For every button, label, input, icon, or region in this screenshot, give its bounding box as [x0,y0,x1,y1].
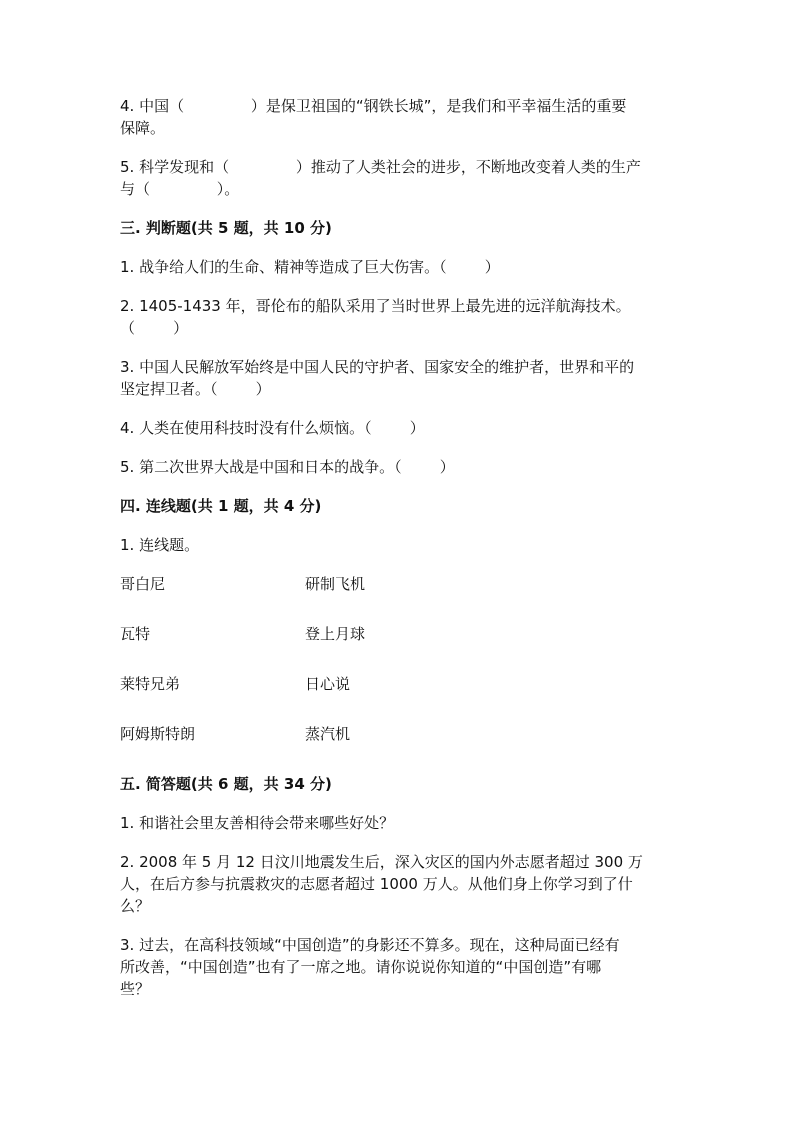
short-q3-line3: 些？ [120,980,151,998]
match-right-item: 日心说 [305,675,351,693]
fill-in-q4-line1: 4. 中国（ ）是保卫祖国的“钢铁长城”，是我们和平幸福生活的重要 [120,97,627,115]
section5-heading: 五. 简答题(共 6 题，共 34 分) [120,775,332,793]
judge-q4: 4. 人类在使用科技时没有什么烦恼。（ ） [120,419,425,437]
judge-q5: 5. 第二次世界大战是中国和日本的战争。（ ） [120,458,455,476]
short-q2-line2: 人，在后方参与抗震救灾的志愿者超过 1000 万人。从他们身上你学习到了什 [120,875,633,893]
short-q3-line1: 3. 过去，在高科技领域“中国创造”的身影还不算多。现在，这种局面已经有 [120,936,620,954]
match-left-item: 莱特兄弟 [120,675,181,693]
judge-q3-line1: 3. 中国人民解放军始终是中国人民的守护者、国家安全的维护者，世界和平的 [120,358,635,376]
section4-heading: 四. 连线题(共 1 题，共 4 分) [120,497,322,515]
judge-q3-line2: 坚定捍卫者。（ ） [120,380,271,398]
match-left-item: 瓦特 [120,625,151,643]
match-left-item: 阿姆斯特朗 [120,725,196,743]
match-q1: 1. 连线题。 [120,536,200,554]
fill-in-q4-line2: 保障。 [120,119,166,137]
short-q1: 1. 和谐社会里友善相待会带来哪些好处？ [120,814,395,832]
section3-heading: 三. 判断题(共 5 题，共 10 分) [120,219,332,237]
match-right-item: 研制飞机 [305,575,366,593]
short-q3-line2: 所改善，“中国创造”也有了一席之地。请你说说你知道的“中国创造”有哪 [120,958,602,976]
judge-q2-line1: 2. 1405-1433 年，哥伦布的船队采用了当时世界上最先进的远洋航海技术。 [120,297,631,315]
judge-q2-line2: （ ） [120,319,189,337]
match-left-item: 哥白尼 [120,575,166,593]
judge-q1: 1. 战争给人们的生命、精神等造成了巨大伤害。（ ） [120,258,500,276]
match-right-item: 登上月球 [305,625,366,643]
short-q2-line1: 2. 2008 年 5 月 12 日汶川地震发生后，深入灾区的国内外志愿者超过 300 万 [120,853,643,871]
match-right-item: 蒸汽机 [305,725,351,743]
fill-in-q5-line2: 与（ ）。 [120,180,240,198]
fill-in-q5-line1: 5. 科学发现和（ ）推动了人类社会的进步，不断地改变着人类的生产 [120,158,641,176]
short-q2-line3: 么？ [120,897,151,915]
